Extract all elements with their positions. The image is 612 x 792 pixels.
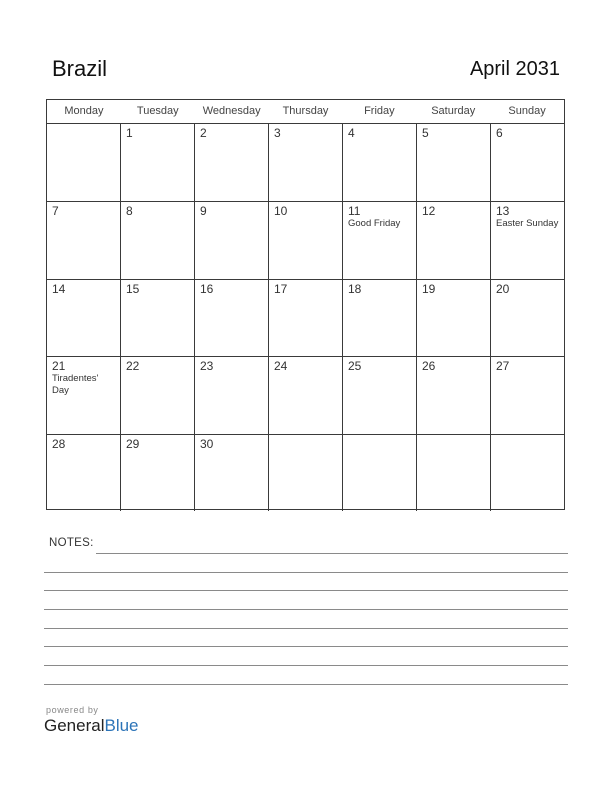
day-cell [194, 124, 268, 201]
note-line [44, 590, 568, 591]
day-number: 24 [274, 359, 288, 374]
day-number: 29 [126, 436, 140, 451]
day-number: 18 [348, 281, 362, 296]
day-number: 10 [274, 204, 288, 219]
day-cell [490, 124, 564, 201]
weekday-header: Tuesday [136, 105, 179, 117]
day-number: 12 [422, 204, 436, 219]
note-line [44, 684, 568, 685]
day-cell [194, 280, 268, 356]
day-cell [120, 280, 194, 356]
day-cell [416, 202, 490, 278]
day-number: 16 [200, 281, 214, 296]
day-number: 2 [200, 126, 207, 140]
day-cell [120, 435, 194, 511]
day-number: 7 [52, 204, 59, 219]
day-cell [268, 280, 342, 356]
day-cell [120, 202, 194, 278]
calendar-weeks [47, 124, 564, 511]
weekday-header: Wednesday [202, 105, 261, 117]
day-number: 22 [126, 359, 140, 374]
day-number: 23 [200, 359, 214, 374]
note-line [44, 646, 568, 647]
day-number: 17 [274, 281, 288, 296]
weekday-header: Monday [64, 105, 104, 117]
day-cell [47, 202, 120, 278]
day-cell [268, 124, 342, 201]
note-line [44, 665, 568, 666]
powered-by-text: powered by [46, 705, 99, 715]
calendar-month-title: April 2031 [469, 58, 560, 80]
holiday-label: Easter Sunday [496, 218, 559, 230]
day-cell [416, 280, 490, 356]
week-row [47, 434, 564, 511]
day-number: 25 [348, 359, 362, 374]
note-line [44, 628, 568, 629]
day-cell [120, 357, 194, 433]
week-row [47, 279, 564, 356]
day-cell [490, 357, 564, 433]
day-number: 6 [496, 126, 503, 140]
notes-label: NOTES: [49, 537, 94, 549]
weekday-header: Sunday [508, 105, 546, 117]
day-number: 14 [52, 281, 66, 296]
week-row [47, 201, 564, 278]
note-line [44, 609, 568, 610]
day-number: 8 [126, 204, 133, 219]
day-number: 21 [52, 359, 66, 374]
day-number: 4 [348, 126, 355, 140]
calendar-country-title: Brazil [52, 56, 108, 81]
weekday-header: Friday [364, 105, 395, 117]
day-number: 3 [274, 126, 281, 140]
day-cell [342, 435, 416, 511]
day-cell [47, 280, 120, 356]
day-cell [342, 202, 416, 278]
day-cell [268, 202, 342, 278]
note-line [96, 553, 568, 554]
day-cell [268, 435, 342, 511]
day-cell [268, 357, 342, 433]
day-cell [194, 435, 268, 511]
day-cell [47, 357, 120, 433]
generalblue-logo[interactable] [44, 716, 139, 736]
day-number: 19 [422, 281, 436, 296]
day-cell [490, 202, 564, 278]
day-number: 11 [348, 204, 361, 219]
day-cell [490, 280, 564, 356]
day-number: 28 [52, 436, 66, 451]
day-cell [342, 124, 416, 201]
day-cell [342, 357, 416, 433]
brand-blue: Blue [104, 716, 139, 735]
day-number: 9 [200, 204, 207, 219]
day-number: 1 [126, 126, 133, 140]
brand-general: General [44, 716, 105, 735]
week-row [47, 356, 564, 433]
weekday-header: Thursday [282, 105, 329, 117]
day-cell [342, 280, 416, 356]
day-cell [194, 202, 268, 278]
day-number: 13 [496, 204, 510, 219]
holiday-label: Good Friday [348, 218, 401, 230]
weekday-header-row [47, 100, 564, 124]
day-number: 5 [422, 126, 429, 140]
note-line [44, 572, 568, 573]
week-row [47, 124, 564, 201]
day-cell [47, 435, 120, 511]
day-number: 20 [496, 281, 510, 296]
day-number: 27 [496, 359, 510, 374]
day-cell [490, 435, 564, 511]
day-cell [416, 124, 490, 201]
weekday-header: Saturday [431, 105, 476, 117]
day-number: 15 [126, 281, 140, 296]
day-cell [120, 124, 194, 201]
day-cell [194, 357, 268, 433]
day-number: 26 [422, 359, 436, 374]
day-cell [416, 435, 490, 511]
holiday-label: Tiradentes' Day [52, 373, 99, 397]
day-cell [47, 124, 120, 201]
day-cell [416, 357, 490, 433]
calendar-grid [46, 99, 565, 510]
day-number: 30 [200, 436, 214, 451]
